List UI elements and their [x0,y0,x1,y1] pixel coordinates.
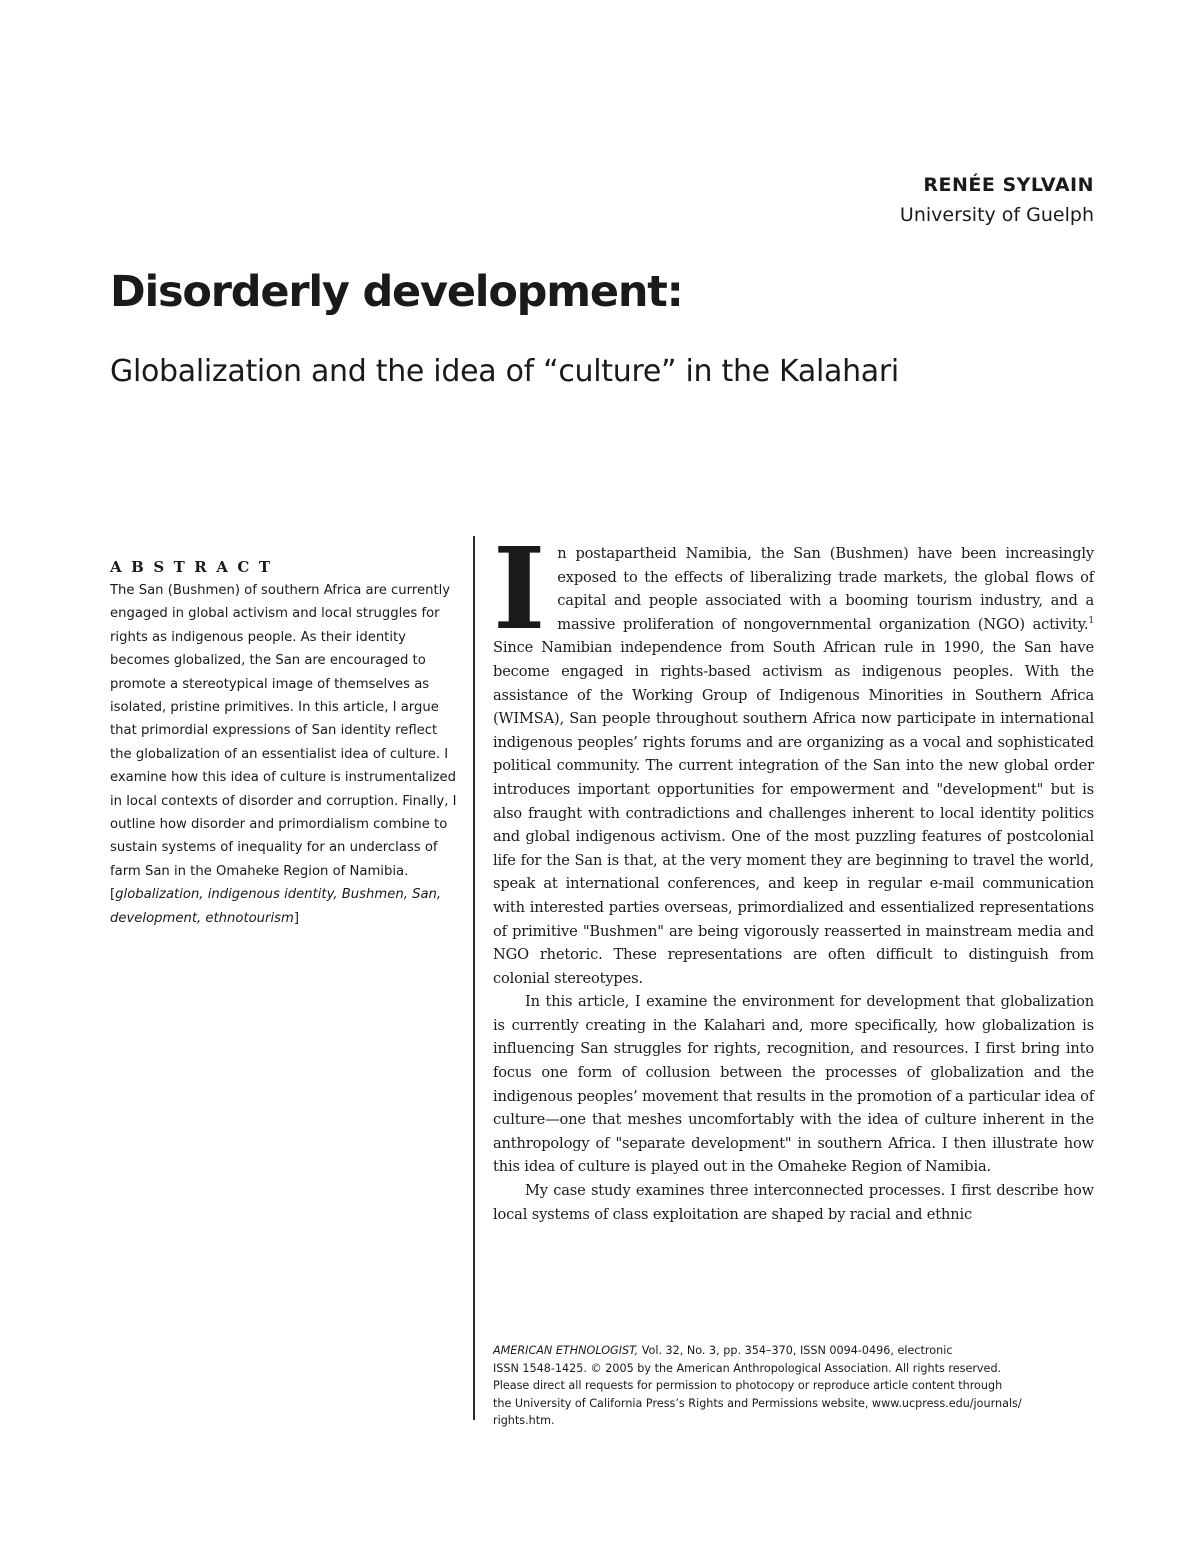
paragraph-1-text-a: n postapartheid Namibia, the San (Bushmen) have been increasingly exposed to the effects of liberalizing trade markets, the global flows of capital and people associated with a booming tourism industry, and a massive proliferation of nongovernmental organization (NGO) activity. [557,545,1094,633]
abstract-body: The San (Bushmen) of southern Africa are currently engaged in global activism and local struggles for rights as indigenous people. As their identity becomes globalized, the San are encouraged to promote a stereotypical image of themselves as isolated, pristine primitives. In this article, I argue that primordial expressions of San identity reflect the globalization of an essentialist idea of culture. I examine how this idea of culture is instrumentalized in local contexts of disorder and corruption. Finally, I outline how disorder and primordialism combine to sustain systems of inequality for an underclass of farm San in the Omaheke Region of Namibia. [ [110,583,457,903]
publication-footer [493,1342,1094,1430]
author-affiliation: University of Guelph [899,204,1094,226]
abstract [110,555,460,930]
column-divider [473,536,475,1420]
footer-line-5: rights.htm. [493,1414,555,1427]
footnote-reference[interactable]: 1 [1088,615,1094,626]
author-name: RENÉE SYLVAIN [923,174,1094,196]
author-block [900,170,1094,230]
footer-line-1 [493,1342,1094,1360]
abstract-keywords: globalization, indigenous identity, Bushmen, San, development, ethnotourism [110,887,442,926]
journal-name: AMERICAN ETHNOLOGIST, [493,1344,639,1357]
paragraph-1 [493,524,1094,990]
paragraph-3: My case study examines three interconnected processes. I first describe how local systems of class exploitation are shaped by racial and ethnic [493,1182,1094,1223]
footer-line-4: the University of California Press’s Rights and Permissions website, www.ucpress.edu/journals/ [493,1396,1022,1410]
paragraph-2: In this article, I examine the environment for development that globalization is currently creating in the Kalahari and, more specifically, how globalization is influencing San struggles for rights, recognition, and resources. I first bring into focus one form of collusion between the processes of globalization and the indigenous peoples’ movement that results in the promotion of a particular idea of culture—one that meshes uncomfortably with the idea of culture inherent in the anthropology of "separate development" in southern Africa. I then illustrate how this idea of culture is played out in the Omaheke Region of Namibia. [493,993,1094,1176]
body-text [493,524,1094,1226]
footer-line-2: ISSN 1548-1425. © 2005 by the American Anthropological Association. All rights reserved. [493,1361,1002,1375]
abstract-heading: ABSTRACT [110,558,280,576]
article-subtitle: Globalization and the idea of “culture” in the Kalahari [110,354,899,389]
article-title: Disorderly development: [110,267,683,317]
paragraph-1-text-b: Since Namibian independence from South African rule in 1990, the San have become engaged in rights-based activism as indigenous peoples. With the assistance of the Working Group of Indigenous Minorities in Southern Africa (WIMSA), San people throughout southern Africa now participate in international indigenous peoples’ rights forums and are organizing as a vocal and sophisticated political community. The current integration of the San into the new global order introduces important opportunities for empowerment and "development" but is also fraught with contradictions and challenges inherent to local identity politics and global indigenous activism. One of the most puzzling features of postcolonial life for the San is that, at the very moment they are beginning to travel the world, speak at international conferences, and keep in regular e-mail communication with interested parties overseas, primordialized and essentialized representations of primitive "Bushmen" are being vigorously reasserted in mainstream media and NGO rhetoric. These representations are often difficult to distinguish from colonial stereotypes. [493,639,1094,987]
abstract-text [110,579,460,930]
footer-line-3: Please direct all requests for permission to photocopy or reproduce article content through [493,1379,1003,1392]
drop-cap: I [493,524,546,655]
footer-line-1-text: Vol. 32, No. 3, pp. 354–370, ISSN 0094-0496, electronic [638,1344,953,1357]
abstract-close: ] [293,910,300,926]
